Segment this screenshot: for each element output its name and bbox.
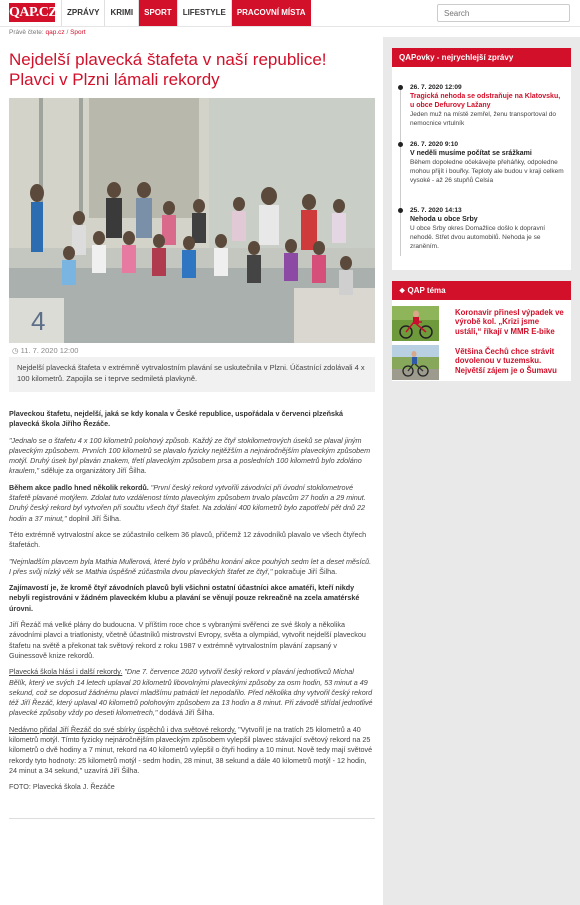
nav-sport[interactable]: SPORT xyxy=(138,0,177,26)
timeline-dot-icon xyxy=(398,142,403,147)
quote-text: "Nejmladším plavcem byla Mathia Mullerová, které bylo v průběhu konání akce pouhých sedm let a deset měsíců. I přes svůj nízký věk se Mathia úspěšně zúčastnila dvou plaveckých štafet ze čtyř," xyxy=(9,556,372,576)
news-title-link[interactable]: Nehoda u obce Srby xyxy=(410,216,478,223)
qap-tema-box xyxy=(392,281,571,381)
cyclist-photo-image xyxy=(392,345,439,380)
underlined-lead: Plavecká škola hlásí i další rekordy. xyxy=(9,667,123,677)
main-nav xyxy=(61,0,311,26)
breadcrumb-prefix: Právě čtete: xyxy=(9,29,44,36)
news-time: 26. 7. 2020 12:09 xyxy=(410,84,462,91)
quote-text: "Dne 7. července 2020 vytvořil český rekord v plavání jednotlivců Michal Bělík, který ve svých 14 letech uplaval 20 kilometrů libovolnými plaveckými způsoby za osm hodin, 53 minut a 49 sekund, což se doposud žádnému plavci mladšímu patnácti let nepodařilo. Před několika dny vytvořil český rekord též Jiří Řezáč, který uplaval 40 kilometrů polohovým způsobem za 13 hodin a 8 minut. Při závodě střídal jednotlivé plavecké způsoby vždy po deseti kilometrech," xyxy=(9,667,373,718)
qapovky-box xyxy=(392,48,571,270)
article-paragraph: Této extrémně vytrvalostní akce se zúčastnilo celkem 36 plavců, přičemž 12 závodníků plavalo ve všech čtyřech štafetách. xyxy=(9,529,367,550)
article-paragraph: Zajímavostí je, že kromě čtyř závodních plavců byli všichni ostatní účastníci akce amatéři, kteří nikdy nebyli registrováni v žádném plaveckém klubu a plavání se věnují pouze rekreačně na zcela amatérské úrovni. xyxy=(9,583,360,613)
qapovky-title: QAPovky - nejrychlejší zprávy xyxy=(392,48,571,67)
breadcrumb-site-link[interactable]: qap.cz xyxy=(45,29,65,36)
nav-zpravy[interactable]: ZPRÁVY xyxy=(61,0,104,26)
search-input[interactable] xyxy=(437,4,570,22)
article-paragraph: Plaveckou štafetu, nejdelší, jaká se kdy konala v České republice, uspořádala v červenci plzeňská plavecká škola Jiřího Řezáče. xyxy=(9,409,343,429)
attribution-text: uzavírá Jiří Šilha. xyxy=(82,765,140,775)
tema-thumbnail[interactable] xyxy=(392,306,439,341)
bike-photo-image xyxy=(392,306,439,341)
news-time: 26. 7. 2020 9:10 xyxy=(410,141,459,148)
breadcrumb-separator: / xyxy=(66,29,69,36)
tema-thumbnail[interactable] xyxy=(392,345,439,380)
article-date-text: 11. 7. 2020 12:00 xyxy=(20,346,79,355)
nav-lifestyle[interactable]: LIFESTYLE xyxy=(177,0,231,26)
quote-text: "První český rekord vytvořili závodníci při úvodní stokilometrové štafetě plavané motýlem. Zdolat tuto vzdálenost tímto plaveckým způsobem trvalo plavcům 27 hodin a 29 minut. Druhý český rekord byl vytvořen při součtu všech čtyř štafet. Na zdolání 400 kilometrů bylo zapotřebí pět dnů 22 hodin a 37 minut," xyxy=(9,482,366,523)
qap-tema-header xyxy=(392,281,571,300)
timeline-dot-icon xyxy=(398,208,403,213)
article-paragraph xyxy=(9,667,373,718)
tema-title-link[interactable]: Koronavir přinesl výpadek ve výrobě kol. „Krizi jsme ustáli,“ říkají v MMR E-bike xyxy=(455,308,564,336)
article-paragraph xyxy=(9,557,373,578)
article-divider xyxy=(9,818,375,819)
underlined-lead: Nedávno přidal Jiří Řezáč do své sbírky úspěchů i dva světové rekordy. xyxy=(9,724,237,734)
tema-item[interactable] xyxy=(392,306,571,346)
article-paragraph xyxy=(9,483,373,524)
top-bar xyxy=(0,0,580,27)
article-paragraph: Jiří Řezáč má velké plány do budoucna. V příštím roce chce s vybranými svěřenci ze své školy a několika závodními plavci a triatlonisty, včetně účastníků mistrovství Evropy, světa a olympiád, vytvořit nejdelší plaveckou štafetu na světě a překonat tak světový rekord z roku 1987 v extrémně vytrvalostním plavání zapsaný v Guinessově knize rekordů. xyxy=(9,620,366,660)
attribution-text: doplnil Jiří Šilha. xyxy=(66,513,122,523)
news-item[interactable] xyxy=(392,206,571,251)
tema-title-link[interactable]: Většina Čechů chce strávit dovolenou v tuzemsku. Největší zájem je o Šumavu xyxy=(455,347,557,375)
timeline-dot-icon xyxy=(398,85,403,90)
nav-krimi[interactable]: KRIMI xyxy=(104,0,138,26)
tema-item[interactable] xyxy=(392,345,571,385)
tag-icon: ❖ xyxy=(399,288,406,295)
article-body xyxy=(9,409,373,799)
news-item[interactable] xyxy=(392,140,571,185)
bold-lead: Během akce padlo hned několik rekordů. xyxy=(9,482,149,492)
article-date xyxy=(12,346,78,355)
quote-text: "Jednalo se o štafetu 4 x 100 kilometrů polohový způsob. Každý ze čtyř stokilometrových úseků se plaval jiným plaveckým způsobem. Prvních 100 kilometrů se plavalo fyzicky nejtěžším a nejnáročnějším plaveckým způsobem motýl. Druhý úsek byl plaván znakem, třetí plaveckým způsobem prsa a posledních 100 kilometrů bylo zdoláno kraulem," xyxy=(9,435,371,476)
clock-icon: ◷ xyxy=(12,346,19,355)
attribution-text: pokračuje Jiří Šilha. xyxy=(272,566,338,576)
article-photo-image xyxy=(9,98,375,343)
news-title-link[interactable]: Tragická nehoda se odstraňuje na Klatovsku, u obce Defurovy Lažany xyxy=(410,93,561,109)
breadcrumb xyxy=(9,29,86,36)
news-title-link[interactable]: V neděli musíme počítat se srážkami xyxy=(410,150,532,157)
article-photo[interactable] xyxy=(9,98,375,343)
news-time: 25. 7. 2020 14:13 xyxy=(410,207,462,214)
article-paragraph xyxy=(9,436,373,477)
qap-tema-title: QAP téma xyxy=(407,286,446,295)
news-text: U obce Srby okres Domažlice došlo k dopravní nehodě. Střet dvou automobilů. Nehoda je se zraněním. xyxy=(410,225,546,250)
attribution-text: sděluje za organizátory Jiří Šilha. xyxy=(39,466,147,476)
news-text: Jeden muž na místě zemřel, ženu transportoval do nemocnice vrtulník xyxy=(410,111,556,127)
breadcrumb-section-link[interactable]: Sport xyxy=(70,29,86,36)
article-paragraph xyxy=(9,725,373,776)
article-column xyxy=(0,37,383,905)
nav-pracovni-mista[interactable]: PRACOVNÍ MÍSTA xyxy=(231,0,311,26)
attribution-text: dodává Jiří Šilha. xyxy=(157,708,215,718)
article-title: Nejdelší plavecká štafeta v naší republice! Plavci v Plzni lámali rekordy xyxy=(9,50,327,89)
news-text: Během dopoledne očekávejte přeháňky, odpoledne mohou přijít i bouřky. Teploty ale budou v kraji celkem vysoké - až 26 stupňů Celsia xyxy=(410,159,564,184)
svg-text:4: 4 xyxy=(31,306,46,336)
news-item[interactable] xyxy=(392,83,571,128)
quote-text: "Vytvořil je na tratích 25 kilometrů a 40 kilometrů motýl. Tímto fyzicky nejnáročnějším plaveckým způsobem vylepšil plavec stávající světový rekord na 25 kilometrů o dvě hodiny a 7 minut, rekord na 40 kilometrů vylepšil o čtyři hodiny a 10 minut. Nově tedy mají světové rekordy tyto hodnoty: 25 kilometrů motýl - sedm hodin, 28 minut, 38 sekund a dále 40 kilometrů motýl - 12 hodin, 24 minut a 34 sekund," xyxy=(9,724,373,775)
article-perex: Nejdelší plavecká štafeta v extrémně vytrvalostním plavání se uskutečnila v Plzni. Účastnící zdolávali 4 x 100 kilometrů. Zapojila se i teprve sedmiletá plavkyně. xyxy=(9,357,375,392)
photo-credit: FOTO: Plavecká škola J. Řezáče xyxy=(9,782,115,792)
site-logo[interactable]: QAP.CZ xyxy=(9,5,58,20)
